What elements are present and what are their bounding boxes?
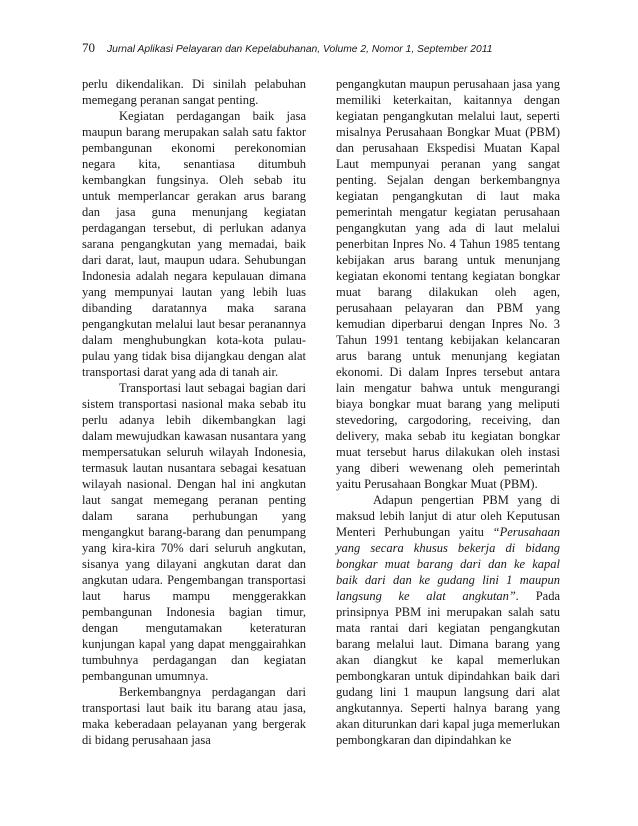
left-column bbox=[82, 76, 306, 748]
paragraph: perlu dikendalikan. Di sinilah pelabuhan memegang peranan sangat penting. bbox=[82, 77, 306, 107]
journal-title: Jurnal Aplikasi Pelayaran dan Kepelabuhanan, Volume 2, Nomor 1, September 2011 bbox=[107, 44, 493, 55]
running-header bbox=[82, 40, 562, 56]
paragraph-text: Adapun pengertian PBM yang di maksud lebih lanjut di atur oleh Keputusan Menteri Perhubungan yaitu bbox=[336, 493, 560, 539]
paragraph-pbm-definition bbox=[336, 492, 560, 748]
right-column bbox=[336, 76, 560, 748]
paragraph-text: Pada prinsipnya PBM ini merupakan salah satu mata rantai dari kegiatan pengangkutan barang melalui laut. Dimana barang yang akan diangkut ke kapal memerlukan pembongkaran untuk dipindahkan baik dari gudang lini 1 maupun langsung dari alat angkutannya. Seperti halnya barang yang akan diturunkan dari kapal juga memerlukan pembongkaran dan dipindahkan ke bbox=[336, 589, 561, 747]
paragraph: pengangkutan maupun perusahaan jasa yang memiliki keterkaitan, kaitannya dengan kegiatan pengangkutan melalui laut, seperti misalnya Perusahaan Bongkar Muat (PBM) dan perusahaan Ekspedisi Muatan Kapal Laut mempunyai peranan yang sangat penting. Sejalan dengan berkembangnya kegiatan pengangkutan di laut maka pemerintah mengatur kegiatan perusahaan pengangkutan yang ada di laut melalui penerbitan Inpres No. 4 Tahun 1985 tentang kebijakan arus barang untuk menunjang kegiatan ekonomi tentang kegiatan bongkar muat barang dilakukan oleh agen, perusahaan pelayaran dan PBM yang kemudian diperbarui dengan Inpres No. 3 Tahun 1991 tentang kebijakan kelancaran arus barang untuk menunjang kegiatan ekonomi. Di dalam Inpres tersebut antara lain mengatur bahwa untuk mengurangi biaya bongkar muat barang yang meliputi stevedoring, cargodoring, receiving, dan delivery, maka sebab itu kegiatan bongkar muat tersebut harus dilakukan oleh instasi yang diberi wewenang oleh pemerintah yaitu Perusahaan Bongkar Muat (PBM). bbox=[336, 77, 560, 491]
paragraph: Transportasi laut sebagai bagian dari sistem transportasi nasional maka sebab itu perlu adanya lebih dikembangkan lagi dalam mewujudkan kawasan nusantara yang mempersatukan seluruh wilayah Indonesia, termasuk lautan nusantara sebagai kesatuan wilayah nasional. Dengan hal ini angkutan laut sangat memegang peranan penting dalam sarana perhubungan yang mengangkut barang-barang dan penumpang yang kira-kira 70% dari seluruh angkutan, sisanya yang dilayani angkutan darat dan angkutan udara. Pengembangan transportasi laut harus mampu menggerakkan pembangunan Indonesia bagian timur, dengan mengutamakan keteraturan kunjungan kapal yang dapat menggairahkan tumbuhnya perdagangan dan kegiatan pembangunan umumnya. bbox=[82, 381, 306, 683]
paragraph: Berkembangnya perdagangan dari transportasi laut baik itu barang atau jasa, maka keberadaan pelayanan yang bergerak di bidang perusahaan jasa bbox=[82, 685, 306, 747]
paragraph: Kegiatan perdagangan baik jasa maupun barang merupakan salah satu faktor pembangunan ekonomi perekonomian negara kita, senantiasa ditumbuh kembangkan fungsinya. Oleh sebab itu untuk memperlancar gerakan arus barang dan jasa guna menunjang kegiatan perdagangan tersebut, di perlukan adanya sarana pengangkutan yang memadai, baik dari darat, laut, maupun udara. Sehubungan Indonesia adalah negara kepulauan dimana yang mempunyai lautan yang lebih luas dibanding daratannya maka sarana pengangkutan melalui laut besar peranannya dalam menghubungkan kota-kota pulau-pulau yang tidak bisa dijangkau dengan alat transportasi darat yang ada di tanah air. bbox=[82, 109, 306, 379]
page-number: 70 bbox=[82, 40, 95, 55]
definition-quote: “Perusahaan yang secara khusus bekerja di bidang bongkar muat barang dari dan ke kapal baik dari dan ke gudang lini 1 maupun langsung ke alat angkutan”. bbox=[336, 525, 560, 603]
